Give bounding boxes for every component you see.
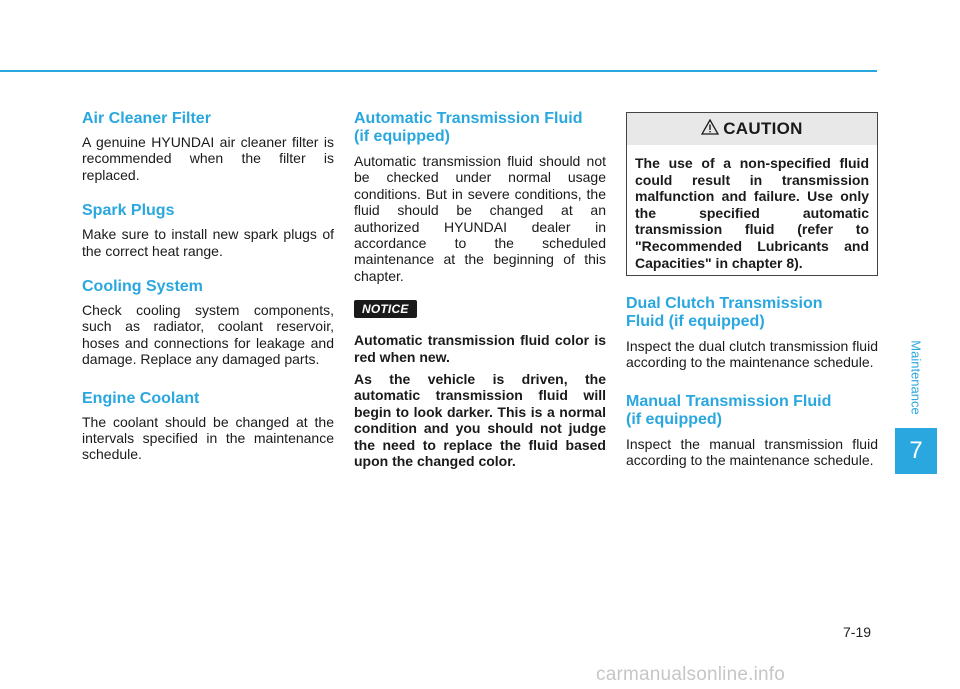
warning-triangle-icon xyxy=(701,119,719,140)
heading-manual-transmission-fluid xyxy=(626,393,878,429)
heading-air-cleaner-filter: Air Cleaner Filter xyxy=(82,110,211,127)
heading-spark-plugs: Spark Plugs xyxy=(82,202,175,220)
heading-dual-clutch-transmission-fluid xyxy=(626,295,878,331)
caution-title: CAUTION xyxy=(723,119,803,138)
chapter-tab xyxy=(895,428,937,474)
column-left xyxy=(82,110,334,463)
section-label xyxy=(906,341,926,414)
text-automatic-transmission-fluid: Automatic transmission fluid should not be checked under normal usage conditions. But in severe conditions, the fluid should be changed at an authorized HYUNDAI dealer in accordance to the scheduled maintenance at the beginning of this chapter. xyxy=(354,153,606,284)
text-air-cleaner-filter: A genuine HYUNDAI air cleaner filter is recommended when the filter is replaced. xyxy=(82,134,334,183)
caution-text: The use of a non-specified fluid could result in transmission malfunction and failure. Use only the specified automatic transmission fluid (refer to "Recommended Lubricants and Capacities" in chapter 8). xyxy=(635,155,869,271)
text-spark-plugs: Make sure to install new spark plugs of the correct heat range. xyxy=(82,226,334,259)
column-right xyxy=(626,112,878,469)
heading-line-1: Automatic Transmission Fluid xyxy=(354,110,583,127)
heading-cooling-system: Cooling System xyxy=(82,278,203,296)
top-rule xyxy=(0,70,877,72)
page-number: 7-19 xyxy=(843,624,872,640)
notice-text-1: Automatic transmission fluid color is red when new. xyxy=(354,332,606,365)
notice-row xyxy=(354,300,606,318)
heading-line-1: Dual Clutch Transmission xyxy=(626,295,823,312)
notice-badge: NOTICE xyxy=(354,300,417,318)
notice-text-2: As the vehicle is driven, the automatic transmission fluid will begin to look darker. This is a normal condition and you should not judge the need to replace the fluid based upon the changed color. xyxy=(354,371,606,470)
text-manual-transmission-fluid: Inspect the manual transmission fluid according to the maintenance schedule. xyxy=(626,435,878,469)
heading-engine-coolant: Engine Coolant xyxy=(82,389,200,407)
chapter-number: 7 xyxy=(909,437,923,464)
heading-automatic-transmission-fluid xyxy=(354,110,606,146)
heading-line-2: (if equipped) xyxy=(626,410,722,428)
heading-line-2: (if equipped) xyxy=(354,128,450,145)
heading-line-1: Manual Transmission Fluid xyxy=(626,392,832,410)
text-dual-clutch-transmission-fluid: Inspect the dual clutch transmission fluid according to the maintenance schedule. xyxy=(626,338,878,371)
text-engine-coolant: The coolant should be changed at the intervals specified in the maintenance schedule. xyxy=(82,413,334,463)
heading-line-2: Fluid (if equipped) xyxy=(626,313,765,330)
section-label-text: Maintenance xyxy=(908,340,924,415)
watermark: carmanualsonline.info xyxy=(596,664,786,685)
caution-header xyxy=(627,113,877,145)
caution-box xyxy=(626,112,878,276)
text-cooling-system: Check cooling system components, such as radiator, coolant reservoir, hoses and connections for leakage and damage. Replace any damaged parts. xyxy=(82,302,334,368)
column-middle xyxy=(354,110,606,470)
